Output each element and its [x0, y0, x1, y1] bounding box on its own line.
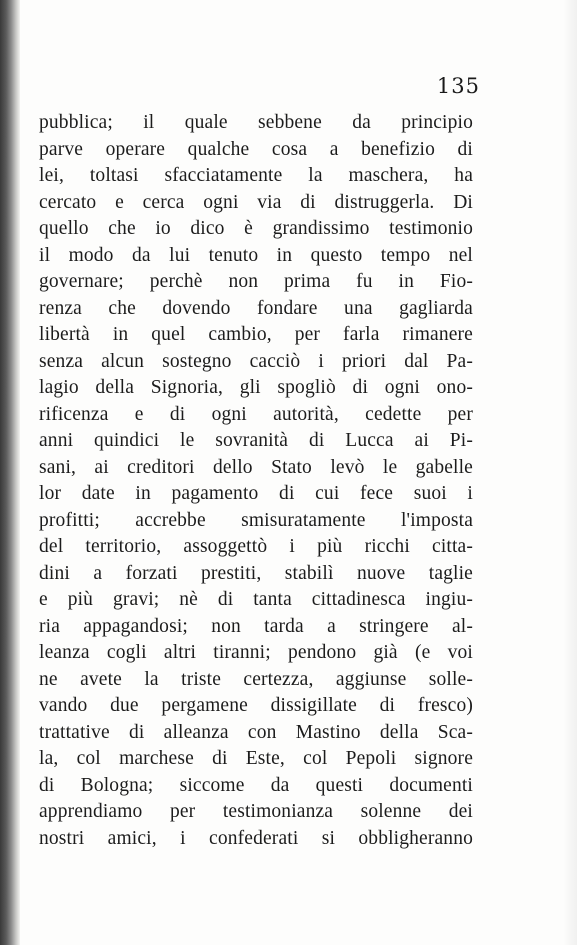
text-line: parve operare qualche cosa a benefizio di: [39, 138, 473, 160]
text-line: lor date in pagamento di cui fece suoi i: [39, 483, 473, 504]
text-line: leanza cogli altri tiranni; pendono già (e voi: [39, 642, 473, 663]
text-line: dini a forzati prestiti, stabilì nuove taglie: [39, 562, 473, 584]
text-line: senza alcun sostegno cacciò i priori dal Pa-: [39, 350, 473, 372]
text-line: e più gravi; nè di tanta cittadinesca ingiu-: [39, 589, 473, 610]
text-line: quello che io dico è grandissimo testimonio: [39, 218, 473, 239]
text-line: sani, ai creditori dello Stato levò le gabelle: [39, 456, 473, 478]
text-line: ne avete la triste certezza, aggiunse solle-: [39, 668, 473, 690]
text-line: renza che dovendo fondare una gagliarda: [39, 297, 473, 319]
text-line: trattative di alleanza con Mastino della Sca-: [39, 721, 473, 743]
text-line: anni quindici le sovranità di Lucca ai Pi-: [39, 430, 473, 451]
page-number: 135: [436, 74, 480, 98]
text-line: vando due pergamene dissigillate di fresco): [39, 695, 473, 716]
text-line: lei, toltasi sfacciatamente la maschera, ha: [39, 165, 473, 186]
text-line: libertà in quel cambio, per farla rimanere: [39, 324, 473, 345]
text-line: lagio della Signoria, gli spogliò di ogni ono-: [39, 377, 473, 398]
text-line: di Bologna; siccome da questi documenti: [39, 774, 473, 796]
text-line: apprendiamo per testimonianza solenne dei: [39, 801, 473, 822]
text-line: governare; perchè non prima fu in Fio-: [39, 271, 473, 292]
text-line: ria appagandosi; non tarda a stringere al-: [39, 615, 473, 637]
text-line: nostri amici, i confederati si obbligheranno: [39, 827, 473, 849]
text-line: profitti; accrebbe smisuratamente l'imposta: [39, 509, 473, 531]
text-line: del territorio, assoggettò i più ricchi citta-: [39, 536, 473, 557]
text-line: rificenza e di ogni autorità, cedette per: [39, 403, 473, 425]
text-line: la, col marchese di Este, col Pepoli signore: [39, 748, 473, 769]
text-line: pubblica; il quale sebbene da principio: [39, 112, 473, 133]
body-text: [39, 110, 473, 852]
text-line: cercato e cerca ogni via di distruggerla. Di: [39, 191, 473, 213]
page-edge-shade: [563, 0, 577, 945]
text-line: il modo da lui tenuto in questo tempo nel: [39, 244, 473, 266]
book-spine-shadow: [0, 0, 20, 945]
